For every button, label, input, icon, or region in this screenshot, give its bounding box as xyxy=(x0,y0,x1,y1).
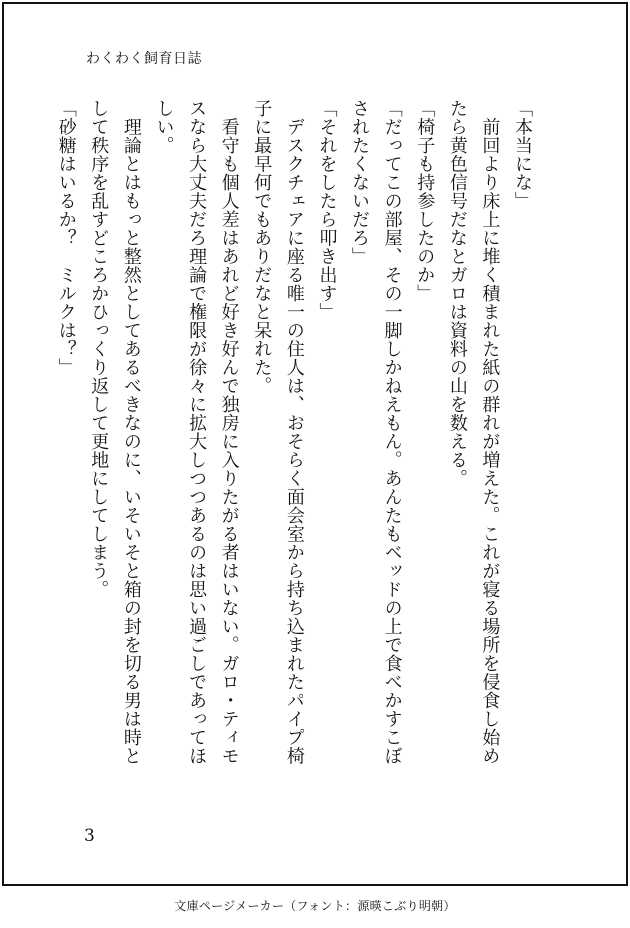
text-line: 「椅子も持参したのか」 xyxy=(414,99,436,303)
text-line: 理論とはもっと整然としてあるべきなのに、いそいそと箱の封を切る男は時と xyxy=(120,99,142,765)
text-line: して秩序を乱すどころかひっくり返して更地にしてしまう。 xyxy=(88,99,110,599)
body-text xyxy=(49,99,538,819)
text-line: 「それをしたら叩き出す」 xyxy=(316,99,338,321)
text-line: 「だってこの部屋、その一脚しかねえもん。あんたもベッドの上で食べかすこぼ xyxy=(381,99,403,765)
text-line: スなら大丈夫だろ理論で権限が徐々に拡大しつつあるのは思い過ごしであってほ xyxy=(186,99,208,765)
text-line: されたくないだろ」 xyxy=(349,99,371,266)
footer-caption: 文庫ページメーカー（フォント：源暎こぶり明朝） xyxy=(174,899,456,913)
book-page xyxy=(2,2,628,886)
text-line: しい。 xyxy=(153,99,175,155)
text-line: たら黄色信号だなとガロは資料の山を数える。 xyxy=(446,99,468,488)
text-line: 子に最早何でもありだなと呆れた。 xyxy=(251,99,273,395)
text-line: 前回より床上に堆く積まれた紙の群れが増えた。これが寝る場所を侵食し始め xyxy=(479,99,501,765)
text-line: 「砂糖はいるか？ ミルクは？」 xyxy=(55,99,77,377)
text-line: 看守も個人差はあれど好き好んで独房に入りたがる者はいない。ガロ・ティモ xyxy=(218,99,240,765)
text-line: デスクチェアに座る唯一の住人は、おそらく面会室から持ち込まれたパイプ椅 xyxy=(283,99,305,765)
running-head: わくわく飼育日誌 xyxy=(86,51,202,67)
text-line: 「本当にな」 xyxy=(512,99,533,210)
page-number: 3 xyxy=(84,826,95,846)
